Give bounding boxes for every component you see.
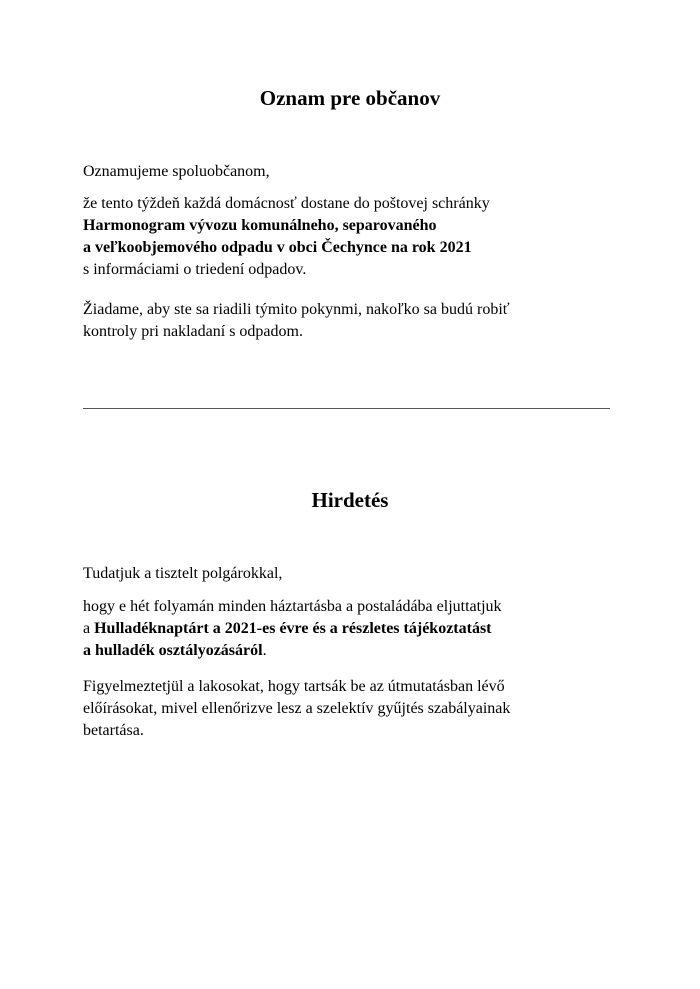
hungarian-body-line-2 — [83, 618, 643, 640]
slovak-greeting-text: Oznamujeme spoluobčanom, — [83, 163, 270, 180]
slovak-body-bold-line-3: a veľkoobjemového odpadu v obci Čechynce na rok 2021 — [83, 239, 472, 256]
hungarian-body-line-1: hogy e hét folyamán minden háztartásba a postaládába eljuttatjuk — [83, 598, 502, 615]
section-divider — [83, 408, 610, 409]
hungarian-greeting-text: Tudatjuk a tisztelt polgárokkal, — [83, 565, 283, 582]
slovak-notice-title: Oznam pre občanov — [259, 86, 441, 110]
hungarian-body-line-2-prefix: a — [83, 620, 95, 637]
hungarian-request-line-3: betartása. — [83, 722, 144, 739]
hungarian-body-bold-line-3: a hulladék osztályozásáról — [83, 642, 263, 659]
hungarian-notice-title: Hirdetés — [311, 488, 389, 512]
hungarian-request-line-2: előírásokat, mivel ellenőrizve lesz a szelektív gyűjtés szabályainak — [83, 700, 511, 717]
hungarian-body-line-3 — [83, 640, 643, 662]
hungarian-request-line-1: Figyelmeztetjül a lakosokat, hogy tartsák be az útmutatásban lévő — [83, 678, 505, 695]
hungarian-request-paragraph — [83, 676, 643, 742]
slovak-greeting — [83, 161, 643, 183]
slovak-body-line-1: že tento týždeň každá domácnosť dostane do poštovej schránky — [83, 195, 490, 212]
hungarian-body-bold-line-2: Hulladéknaptárt a 2021-es évre és a részletes tájékoztatást — [94, 620, 492, 637]
slovak-body-paragraph — [83, 193, 643, 281]
slovak-body-bold-line-2: Harmonogram vývozu komunálneho, separovaného — [83, 217, 437, 234]
slovak-body-line-4: s informáciami o triedení odpadov. — [83, 261, 307, 278]
hungarian-body-line-3-suffix: . — [262, 642, 267, 659]
slovak-request-line-2: kontroly pri nakladaní s odpadom. — [83, 323, 303, 340]
hungarian-greeting — [83, 563, 643, 585]
slovak-request-line-1: Žiadame, aby ste sa riadili týmito pokynmi, nakoľko sa budú robiť — [83, 301, 510, 318]
hungarian-body-paragraph — [83, 596, 643, 662]
slovak-request-paragraph — [83, 299, 643, 343]
